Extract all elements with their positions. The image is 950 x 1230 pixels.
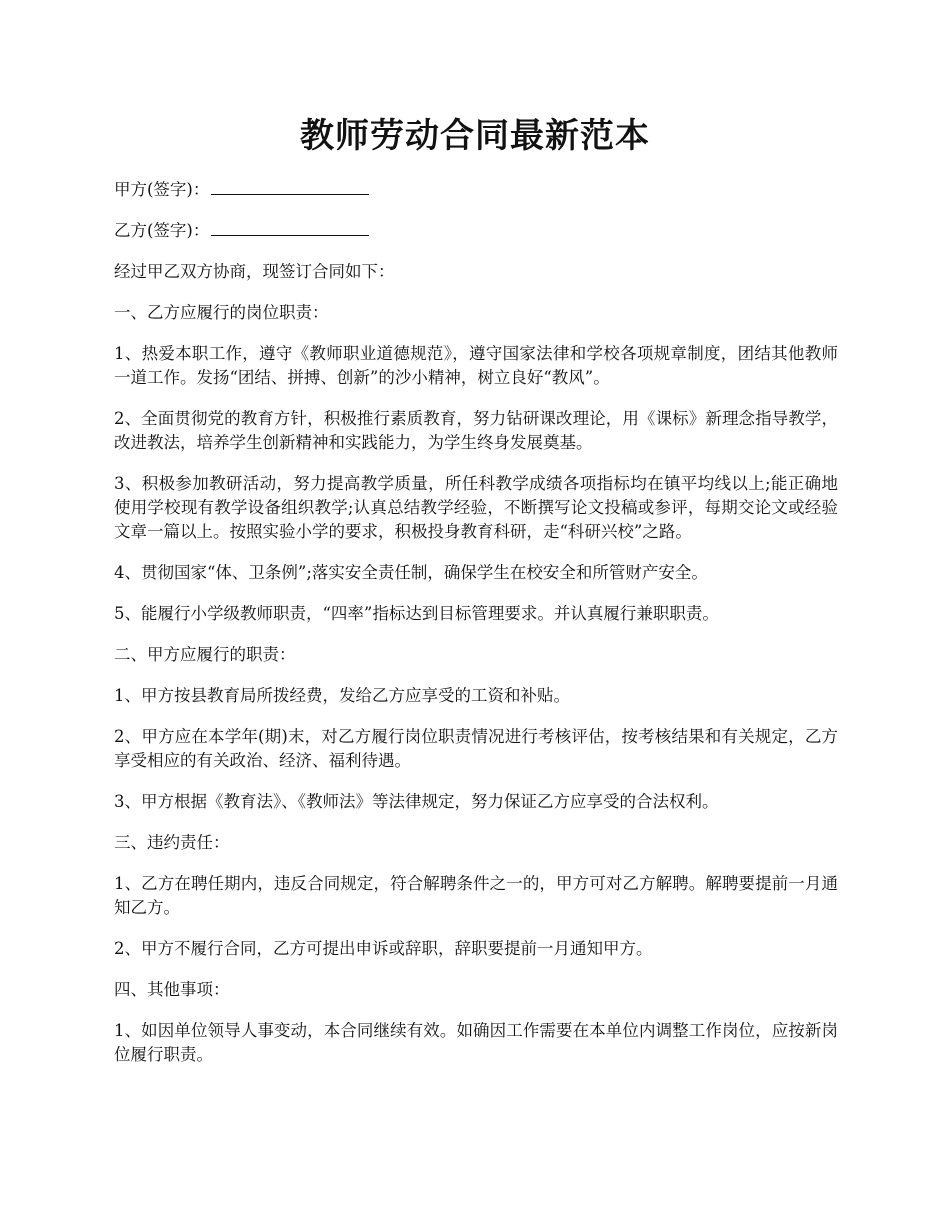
- section-heading: 四、其他事项：: [114, 980, 230, 999]
- clause-paragraph: 5、能履行小学级教师职责，“四率”指标达到目标管理要求。并认真履行兼职职责。: [114, 604, 719, 623]
- party-a-label: 甲方(签字)：: [114, 180, 210, 199]
- clause-paragraph: 4、贯彻国家“体、卫条例”;落实安全责任制，确保学生在校安全和所管财产安全。: [114, 563, 708, 582]
- clause-paragraph: 1、甲方按县教育局所拨经费，发给乙方应享受的工资和补贴。: [114, 686, 570, 705]
- document-title: 教师劳动合同最新范本: [300, 116, 650, 156]
- party-a-signature-line: [211, 178, 369, 195]
- clause-paragraph: 1、如因单位领导人事变动，本合同继续有效。如确因工作需要在本单位内调整工作岗位，应按新岗位履行职责。: [114, 1021, 838, 1064]
- clause-paragraph: 3、甲方根据《教育法》、《教师法》等法律规定，努力保证乙方应享受的合法权利。: [114, 792, 719, 811]
- clause-paragraph: 2、全面贯彻党的教育方针，积极推行素质教育，努力钻研课改理论，用《课标》新理念指导教学，改进教法，培养学生创新精神和实践能力，为学生终身发展奠基。: [114, 409, 838, 452]
- section-heading: 一、乙方应履行的岗位职责：: [114, 303, 329, 322]
- party-b-label: 乙方(签字)：: [114, 221, 210, 240]
- clause-paragraph: 1、热爱本职工作，遵守《教师职业道德规范》，遵守国家法律和学校各项规章制度，团结其他教师一道工作。发扬“团结、拼搏、创新”的沙小精神，树立良好“教风”。: [114, 344, 838, 387]
- party-b-signature: [114, 219, 838, 243]
- intro-paragraph: 经过甲乙双方协商，现签订合同如下：: [114, 262, 395, 281]
- clause-paragraph: 1、乙方在聘任期内，违反合同规定，符合解聘条件之一的，甲方可对乙方解聘。解聘要提前一月通知乙方。: [114, 874, 838, 917]
- clause-paragraph: 2、甲方应在本学年(期)末，对乙方履行岗位职责情况进行考核评估，按考核结果和有关规定，乙方享受相应的有关政治、经济、福利待遇。: [114, 727, 838, 770]
- document-body: [114, 178, 838, 1084]
- party-b-signature-line: [211, 219, 369, 236]
- clause-paragraph: 3、积极参加教研活动，努力提高教学质量，所任科教学成绩各项指标均在镇平均线以上;能正确地使用学校现有教学设备组织教学;认真总结教学经验，不断撰写论文投稿或参评，每期交论文或经验文章一篇以上。按照实验小学的要求，积极投身教育科研，走“科研兴校”之路。: [114, 474, 838, 541]
- section-heading: 三、违约责任：: [114, 833, 230, 852]
- clause-paragraph: 2、甲方不履行合同，乙方可提出申诉或辞职，辞职要提前一月通知甲方。: [114, 939, 653, 958]
- section-heading: 二、甲方应履行的职责：: [114, 645, 296, 664]
- party-a-signature: [114, 178, 838, 202]
